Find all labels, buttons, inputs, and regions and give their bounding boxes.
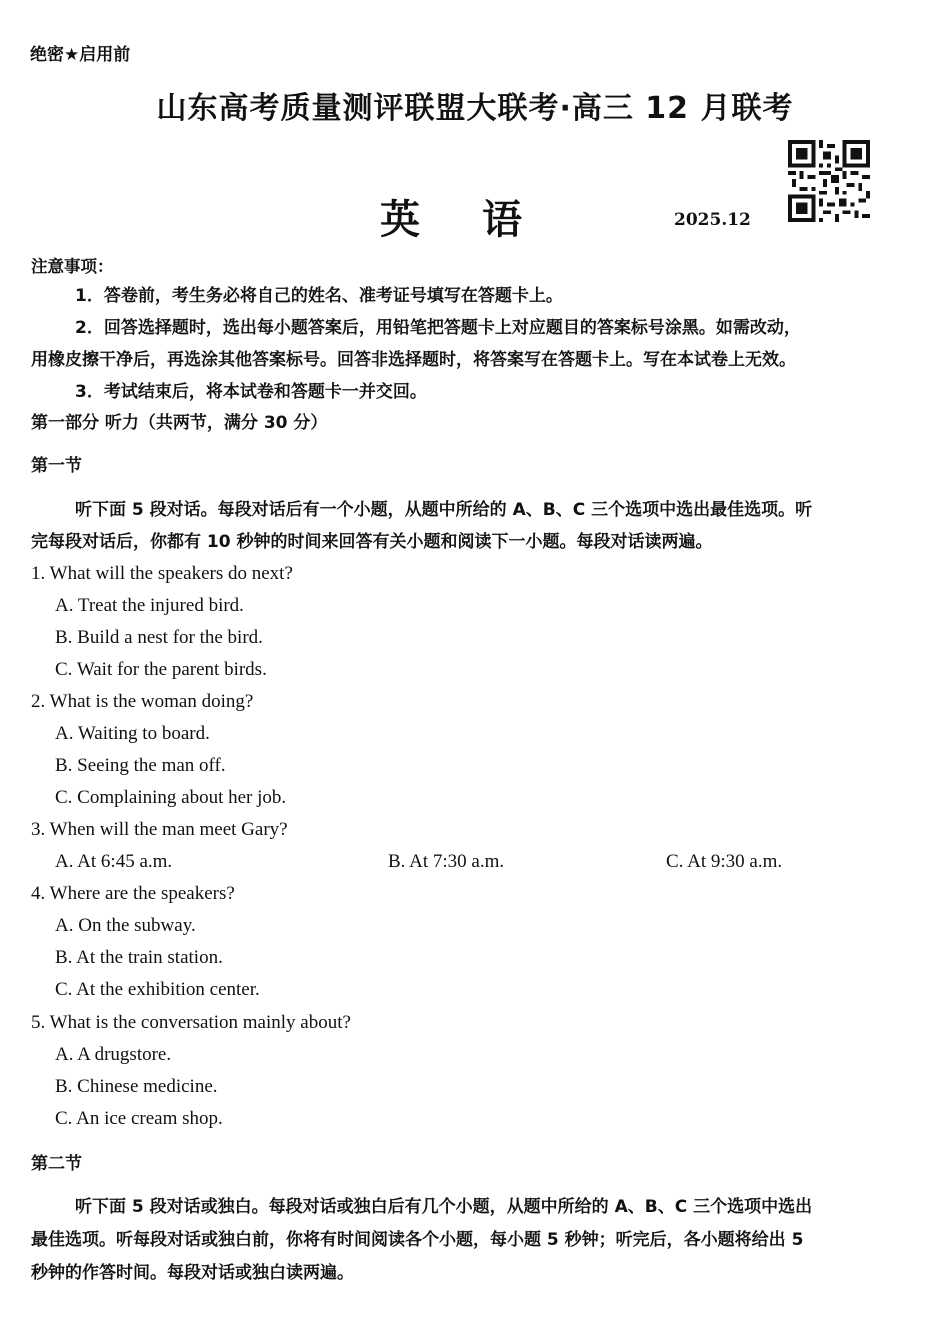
question-option: B. At 7:30 a.m. [388, 851, 505, 872]
section1-instruction: 听下面 5 段对话。每段对话后有一个小题，从题中所给的 A、B、C 三个选项中选出最佳选项。听 [75, 500, 813, 520]
question-stem: 4. Where are the speakers? [31, 883, 235, 904]
part1-heading: 第一部分 听力（共两节，满分 30 分） [31, 413, 328, 433]
notice-item: 2．回答选择题时，选出每小题答案后，用铅笔把答题卡上对应题目的答案标号涂黑。如需改动， [75, 318, 801, 338]
question-option: C. At 9:30 a.m. [666, 851, 783, 872]
question-option: B. Chinese medicine. [55, 1076, 218, 1097]
confidential-label: 绝密★启用前 [30, 45, 131, 65]
section2-instruction: 最佳选项。听每段对话或独白前，你将有时间阅读各个小题，每小题 5 秒钟；听完后，各小题将给出 5 [31, 1230, 804, 1250]
section1-heading: 第一节 [31, 456, 82, 476]
section2-instruction: 秒钟的作答时间。每段对话或独白读两遍。 [31, 1263, 354, 1283]
question-option: B. Build a nest for the bird. [55, 627, 263, 648]
question-option: A. A drugstore. [55, 1044, 172, 1065]
question-stem: 2. What is the woman doing? [31, 691, 254, 712]
qr-code-icon [788, 140, 870, 222]
exam-title: 山东高考质量测评联盟大联考·高三 12 月联考 [156, 91, 794, 126]
notice-heading: 注意事项： [31, 257, 114, 276]
section1-instruction: 完每段对话后，你都有 10 秒钟的时间来回答有关小题和阅读下一小题。每段对话读两遍。 [31, 532, 713, 552]
exam-date: 2025.12 [674, 210, 751, 230]
question-option: A. On the subway. [55, 915, 196, 936]
question-option: A. Waiting to board. [55, 723, 210, 744]
notice-item: 1．答卷前，考生务必将自己的姓名、准考证号填写在答题卡上。 [75, 286, 563, 306]
question-option: C. At the exhibition center. [55, 979, 260, 1000]
question-option: B. At the train station. [55, 947, 223, 968]
question-option: A. Treat the injured bird. [55, 595, 244, 616]
question-stem: 1. What will the speakers do next? [31, 563, 293, 584]
question-option: A. At 6:45 a.m. [55, 851, 173, 872]
subject-title: 英语 [380, 196, 584, 243]
question-option: C. An ice cream shop. [55, 1108, 223, 1129]
question-stem: 3. When will the man meet Gary? [31, 819, 288, 840]
question-option: C. Complaining about her job. [55, 787, 287, 808]
notice-item: 用橡皮擦干净后，再选涂其他答案标号。回答非选择题时，将答案写在答题卡上。写在本试卷上无效。 [31, 350, 796, 370]
section2-heading: 第二节 [31, 1154, 82, 1174]
question-option: B. Seeing the man off. [55, 755, 226, 776]
notice-item: 3．考试结束后，将本试卷和答题卡一并交回。 [75, 382, 427, 402]
section2-instruction: 听下面 5 段对话或独白。每段对话或独白后有几个小题，从题中所给的 A、B、C 三个选项中选出 [75, 1197, 813, 1217]
question-option: C. Wait for the parent birds. [55, 659, 267, 680]
question-stem: 5. What is the conversation mainly about? [31, 1012, 351, 1033]
